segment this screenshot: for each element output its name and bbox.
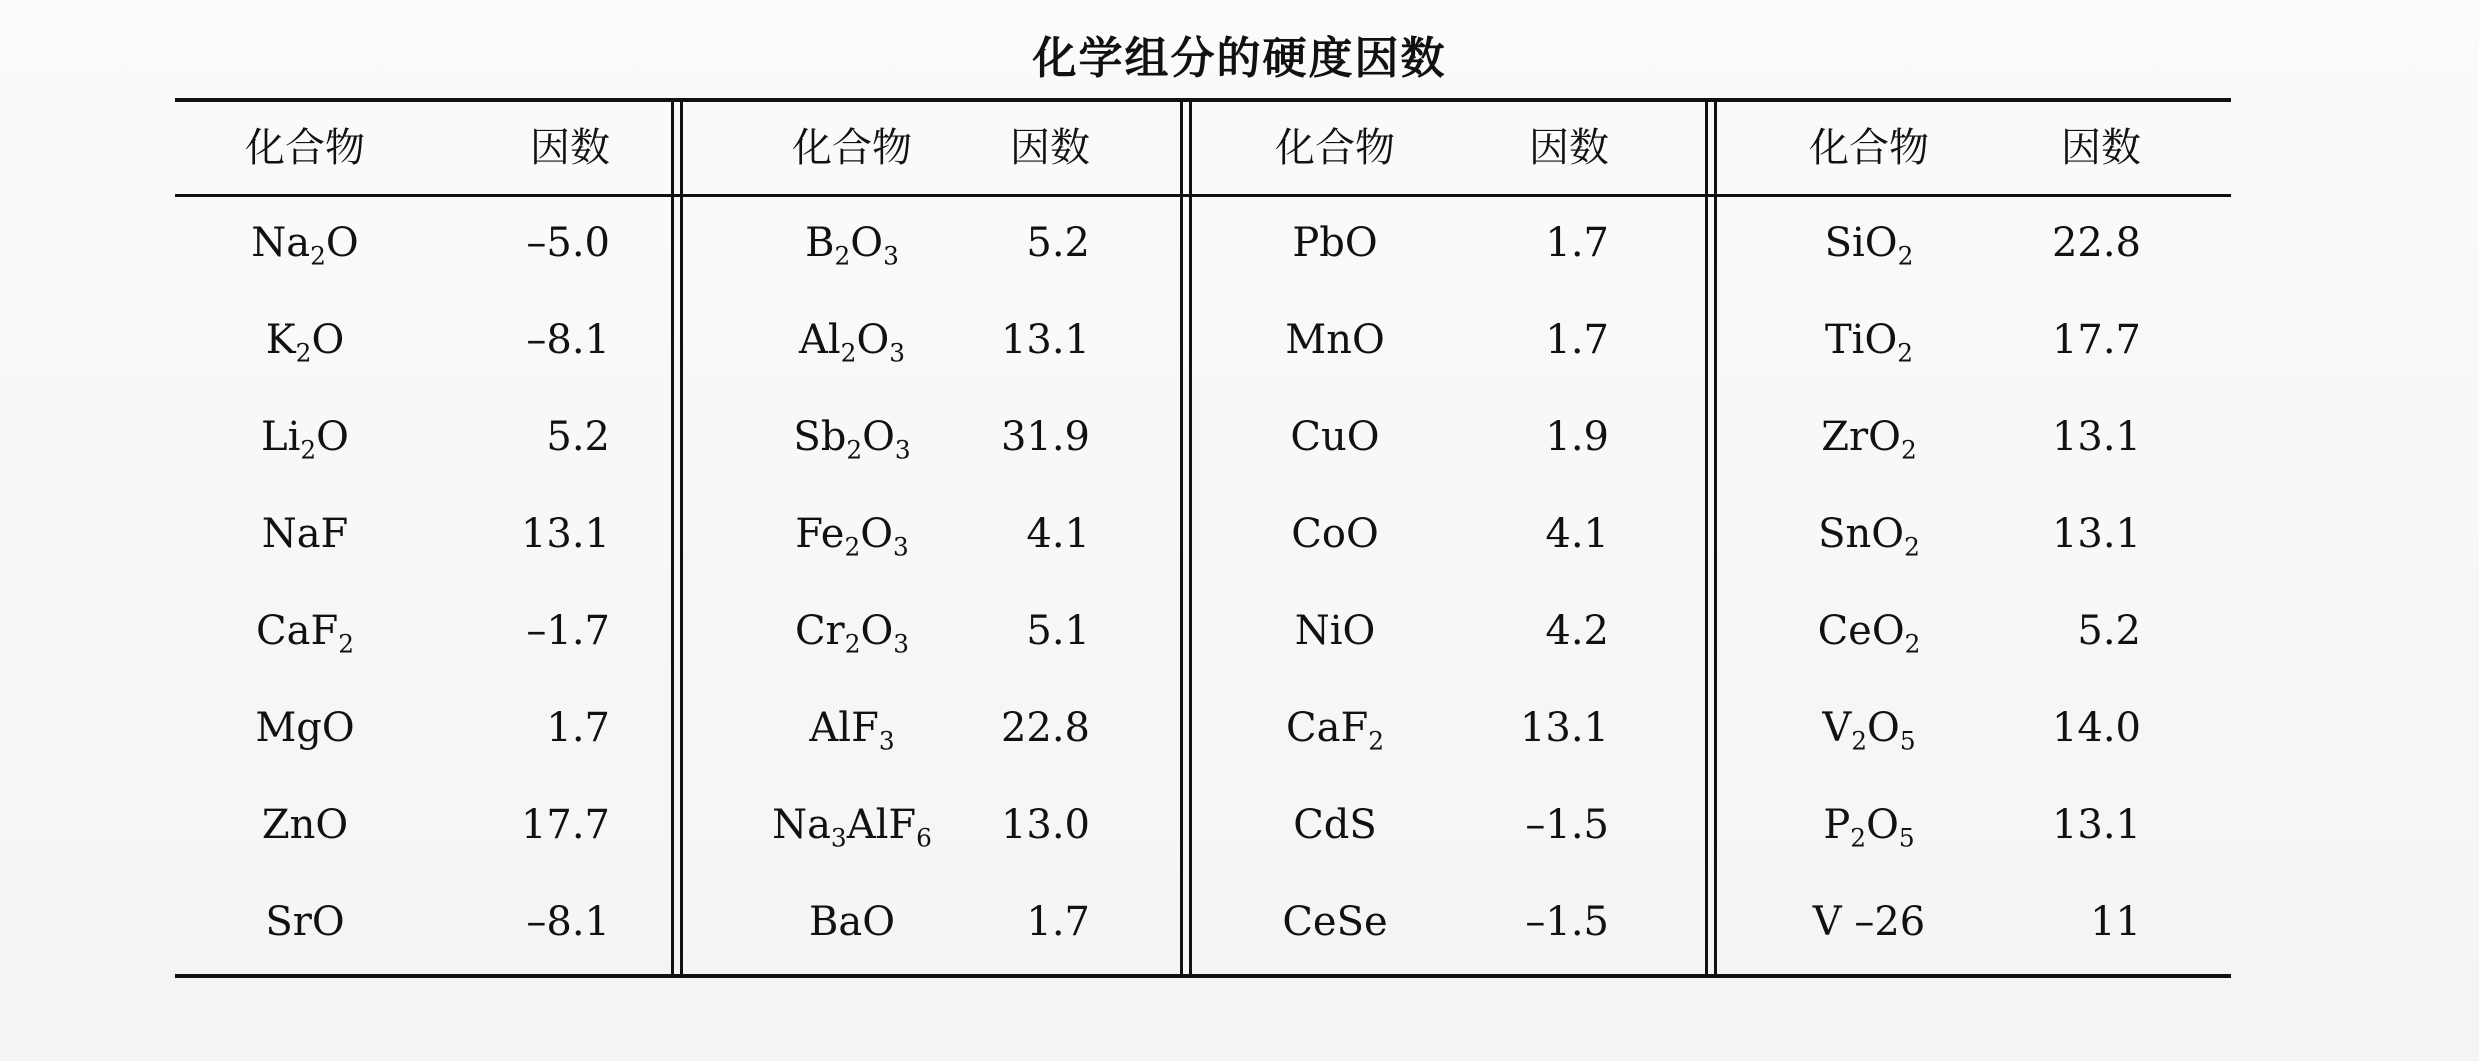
compound-name: TiO$_2$	[1824, 317, 1914, 368]
hardness-factor-value: 11	[2090, 899, 2141, 945]
hardness-factor-value: 13.0	[1000, 802, 1090, 848]
compound-name: $V_2O_5$	[1822, 705, 1916, 756]
compound-name: MgO	[255, 705, 355, 751]
column-header-compound: 化合物	[245, 125, 365, 171]
hardness-factor-value: –1.5	[1525, 802, 1609, 848]
hardness-factor-value: –8.1	[526, 317, 610, 363]
column-header-compound: 化合物	[1809, 125, 1929, 171]
compound-name: PbO	[1292, 220, 1378, 266]
hardness-factor-value: 1.7	[1026, 899, 1090, 945]
compound-name: BaO	[808, 899, 896, 945]
compound-name: MnO	[1285, 317, 1385, 363]
hardness-factor-value: 13.1	[1000, 317, 1090, 363]
compound-name: ZrO$_2$	[1821, 414, 1917, 465]
column-header-factor: 因数	[530, 125, 610, 171]
hardness-factor-value: 13.1	[520, 511, 610, 557]
hardness-factor-value: 13.1	[1519, 705, 1609, 751]
hardness-factor-value: 4.2	[1545, 608, 1609, 654]
compound-name: CoO	[1291, 511, 1379, 557]
hardness-factor-value: 5.1	[1026, 608, 1090, 654]
compound-name: CdS	[1293, 802, 1377, 848]
compound-name: CeO$_2$	[1817, 608, 1921, 659]
hardness-factor-value: 17.7	[2051, 317, 2141, 363]
compound-name: $Li_2O$	[261, 414, 349, 465]
compound-name: NiO	[1294, 608, 1376, 654]
compound-name: CuO	[1290, 414, 1380, 460]
hardness-factor-value: 31.9	[1000, 414, 1090, 460]
hardness-factor-value: 13.1	[2051, 511, 2141, 557]
compound-name: AlF$_3$	[809, 705, 895, 756]
hardness-factor-value: –1.5	[1525, 899, 1609, 945]
compound-name: SrO	[265, 899, 345, 945]
column-header-factor: 因数	[1010, 125, 1090, 171]
hardness-factor-value: 4.1	[1026, 511, 1090, 557]
column-header-factor: 因数	[2061, 125, 2141, 171]
hardness-factor-value: 1.9	[1545, 414, 1609, 460]
compound-name: $K_2O$	[265, 317, 345, 368]
hardness-factor-value: –5.0	[526, 220, 610, 266]
compound-name: CaF$_2$	[256, 608, 354, 659]
table-top-rule	[175, 98, 2231, 102]
compound-name: $Fe_2O_3$	[795, 511, 909, 562]
hardness-factor-value: 22.8	[1000, 705, 1090, 751]
column-header-compound: 化合物	[1275, 125, 1395, 171]
compound-name: CaF$_2$	[1286, 705, 1384, 756]
table-bottom-rule	[175, 974, 2231, 978]
column-header-compound: 化合物	[792, 125, 912, 171]
compound-name: $B_2O_3$	[805, 220, 899, 271]
hardness-factor-value: –1.7	[526, 608, 610, 654]
column-header-factor: 因数	[1529, 125, 1609, 171]
compound-name: $Na_3AlF_6$	[772, 802, 932, 853]
column-separator	[1180, 98, 1192, 978]
table-title: 化学组分的硬度因数	[1032, 33, 1447, 84]
compound-name: CeSe	[1282, 899, 1388, 945]
table-header-rule	[175, 194, 2231, 197]
compound-name: ZnO	[261, 802, 349, 848]
compound-name: $Na_2O$	[251, 220, 359, 271]
hardness-factor-value: 22.8	[2051, 220, 2141, 266]
column-separator	[671, 98, 683, 978]
hardness-factor-value: 14.0	[2051, 705, 2141, 751]
column-separator	[1705, 98, 1717, 978]
compound-name: $Sb_2O_3$	[793, 414, 911, 465]
compound-name: $Cr_2O_3$	[794, 608, 910, 659]
hardness-factor-value: –8.1	[526, 899, 610, 945]
hardness-factor-value: 5.2	[1026, 220, 1090, 266]
hardness-factor-value: 1.7	[1545, 317, 1609, 363]
hardness-factor-value: 13.1	[2051, 414, 2141, 460]
compound-name: $P_2O_5$	[1823, 802, 1915, 853]
compound-name: V –26	[1812, 899, 1926, 945]
hardness-factor-table	[175, 98, 2231, 978]
hardness-factor-value: 5.2	[546, 414, 610, 460]
hardness-factor-value: 1.7	[1545, 220, 1609, 266]
compound-name: SnO$_2$	[1818, 511, 1920, 562]
compound-name: NaF	[261, 511, 349, 557]
hardness-factor-value: 4.1	[1545, 511, 1609, 557]
hardness-factor-value: 17.7	[520, 802, 610, 848]
hardness-factor-value: 1.7	[546, 705, 610, 751]
hardness-factor-value: 5.2	[2077, 608, 2141, 654]
compound-name: $Al_2O_3$	[798, 317, 906, 368]
compound-name: SiO$_2$	[1824, 220, 1914, 271]
hardness-factor-value: 13.1	[2051, 802, 2141, 848]
